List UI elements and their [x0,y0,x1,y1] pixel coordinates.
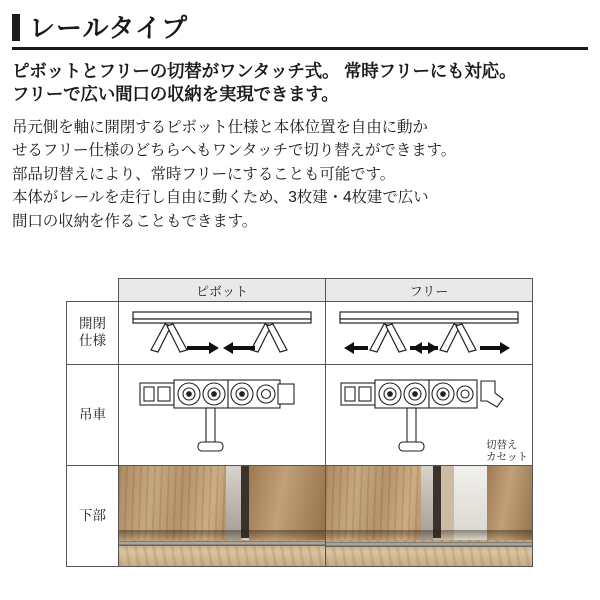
callout-switch-cassette [486,439,528,463]
callout-line-1: 切替え [486,438,518,451]
page-title [12,14,588,50]
body-line-1: 吊元側を軸に開閉するピボット仕様と本体位置を自由に動か [12,118,428,136]
cell-free-bottom [326,466,533,567]
body-copy [12,116,588,234]
lead-copy [12,60,588,107]
cell-pivot-bottom [119,466,326,567]
table-row [67,302,533,365]
cell-pivot-openclose [119,302,326,365]
title-text: レールタイプ [29,12,189,43]
row-label-bottom: 下部 [67,466,119,567]
pivot-operation-diagram [125,304,320,362]
body-line-3: 部品切替えにより、常時フリーにすることも可能です。 [12,165,396,183]
lead-line-1: ピボットとフリーの切替がワンタッチ式。 常時フリーにも対応。 [12,61,517,81]
header-free: フリー [326,279,533,302]
header-blank [67,279,119,302]
row-label-line-1: 開閉 [79,316,106,332]
row-label-open-close [67,302,119,365]
row-label-hanger: 吊車 [67,365,119,466]
lead-line-2: フリーで広い間口の収納を実現できます。 [12,84,339,105]
title-accent-bar [12,14,20,41]
spec-table [66,278,533,567]
pivot-bottom-photo [119,466,325,566]
table-header-row [67,279,533,302]
body-line-2: せるフリー仕様のどちらへもワンタッチで切り替えができます。 [12,142,457,160]
body-line-4: 本体がレールを走行し自由に動くため、3枚建・4枚建で広い [12,189,429,207]
header-pivot: ピボット [119,279,326,302]
row-label-line-2: 仕様 [79,333,106,348]
table-row [67,365,533,466]
body-line-5: 間口の収納を作ることもできます。 [12,212,258,230]
cell-free-openclose [326,302,533,365]
pivot-hanger-diagram [122,367,322,463]
free-bottom-photo [326,466,532,566]
cell-pivot-hanger [119,365,326,466]
cell-free-hanger [326,365,533,466]
free-operation-diagram [332,304,527,362]
table-row [67,466,533,567]
callout-line-2: カセット [486,450,528,463]
